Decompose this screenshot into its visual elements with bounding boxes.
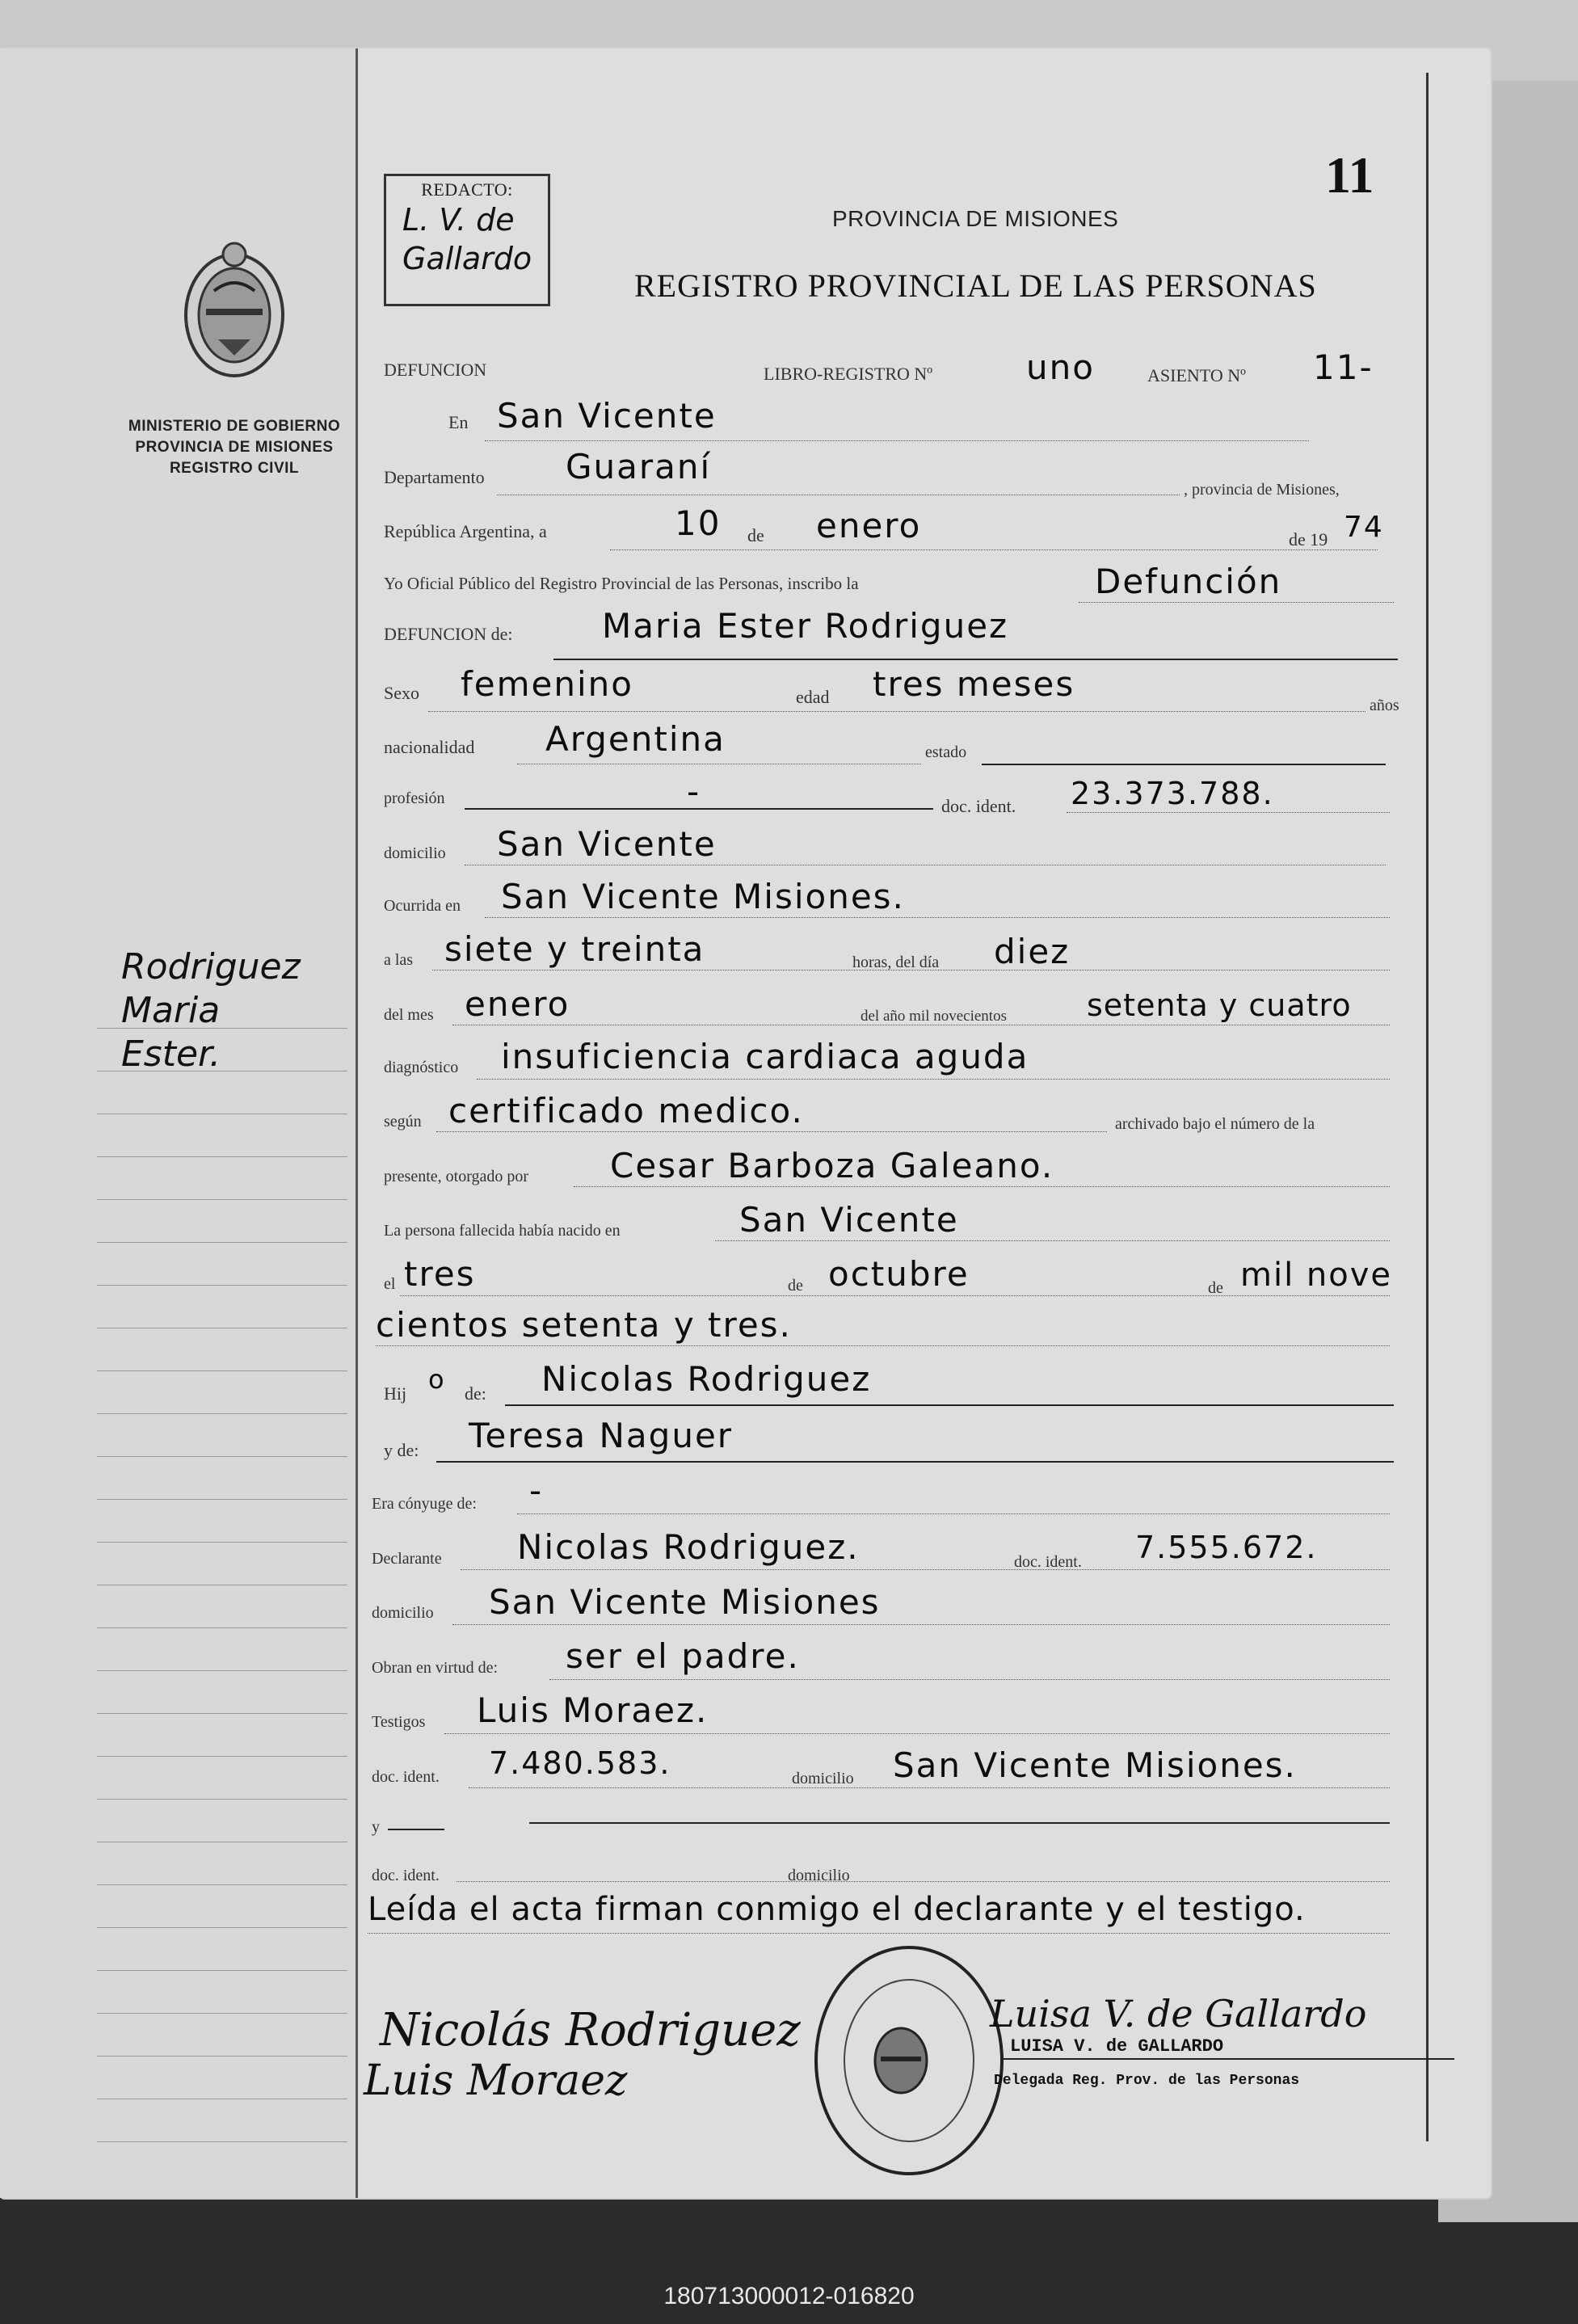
libro-label: LIBRO-REGISTRO Nº <box>764 364 933 384</box>
conyuge-label: Era cónyuge de: <box>372 1495 477 1513</box>
sexo-value: femenino <box>461 664 633 704</box>
document-id: 180713000012-016820 <box>663 2283 915 2309</box>
nac-dia-value: tres <box>404 1254 476 1294</box>
year-value: 74 <box>1344 511 1384 544</box>
medico-value: Cesar Barboza Galeano. <box>610 1146 1054 1185</box>
domicilio-label: domicilio <box>788 1867 850 1884</box>
coat-of-arms-icon <box>174 234 295 388</box>
margin-ruled-lines <box>97 986 347 2142</box>
declarante-doc-value: 7.555.672. <box>1135 1530 1318 1565</box>
y-label: y <box>372 1818 380 1836</box>
declarante-dom-value: San Vicente Misiones <box>489 1582 881 1622</box>
madre-value: Teresa Naguer <box>469 1416 734 1455</box>
day-value: 10 <box>675 503 722 543</box>
margin-note-line: Ester. <box>121 1034 221 1075</box>
declarante-signature: Nicolás Rodriguez <box>380 2004 801 2057</box>
mes-texto-value: enero <box>465 984 570 1024</box>
testigo-value: Luis Moraez. <box>477 1690 709 1730</box>
de-colon-label: de: <box>465 1383 486 1404</box>
margin-note-line: Maria <box>121 990 221 1031</box>
domicilio-label: domicilio <box>792 1770 854 1787</box>
hora-value: siete y treinta <box>444 929 705 969</box>
page-number: 11 <box>1325 146 1374 204</box>
de-label: de <box>1208 1279 1223 1297</box>
del-ano-label: del año mil novecientos <box>861 1008 1007 1025</box>
archivado-label: archivado bajo el número de la <box>1115 1115 1315 1133</box>
departamento-label: Departamento <box>384 467 485 487</box>
nac-mes-value: octubre <box>828 1254 970 1294</box>
redacto-value: L. V. de <box>402 202 515 238</box>
en-value: San Vicente <box>497 396 717 436</box>
estado-label: estado <box>925 743 967 761</box>
doc-ident-label: doc. ident. <box>372 1867 440 1884</box>
libro-value: uno <box>1026 347 1095 387</box>
testigo-doc-value: 7.480.583. <box>489 1745 671 1781</box>
ano-texto-value: setenta y cuatro <box>1087 987 1352 1023</box>
oficial-typed-name: LUISA V. de GALLARDO <box>1010 2036 1224 2057</box>
year-prefix-label: de 19 <box>1289 529 1328 549</box>
defuncion-de-label: DEFUNCION de: <box>384 624 513 644</box>
diagnostico-value: insuficiencia cardiaca aguda <box>501 1037 1029 1076</box>
redacto-box <box>384 174 550 306</box>
a-las-label: a las <box>384 951 414 969</box>
doc-ident-value: 23.373.788. <box>1071 776 1274 811</box>
diagnostico-label: diagnóstico <box>384 1059 459 1076</box>
anos-label: años <box>1370 697 1399 714</box>
testigo-dom-value: San Vicente Misiones. <box>893 1745 1297 1785</box>
doc-ident-label: doc. ident. <box>941 796 1016 816</box>
profesion-value: - <box>687 772 701 811</box>
sexo-label: Sexo <box>384 683 419 703</box>
official-seal-icon <box>808 1939 1010 2182</box>
segun-value: certificado medico. <box>448 1091 804 1130</box>
ministry-line: MINISTERIO DE GOBIERNO <box>128 418 341 435</box>
del-mes-label: del mes <box>384 1006 434 1024</box>
ocurrida-label: Ocurrida en <box>384 897 461 915</box>
registry-title: REGISTRO PROVINCIAL DE LAS PERSONAS <box>634 267 1317 304</box>
segun-label: según <box>384 1113 422 1130</box>
domicilio-label: domicilio <box>384 844 446 862</box>
declarante-value: Nicolas Rodriguez. <box>517 1527 860 1567</box>
obran-value: ser el padre. <box>566 1636 800 1676</box>
testigo-signature: Luis Moraez <box>364 2057 628 2105</box>
nacionalidad-label: nacionalidad <box>384 737 475 757</box>
presente-label: presente, otorgado por <box>384 1168 529 1185</box>
nacido-value: San Vicente <box>739 1200 959 1240</box>
doc-ident-label: doc. ident. <box>372 1768 440 1786</box>
republica-label: República Argentina, a <box>384 521 547 541</box>
dia-texto-value: diez <box>994 932 1071 971</box>
defuncion-label: DEFUNCION <box>384 360 487 380</box>
oficial-title: Delegada Reg. Prov. de las Personas <box>994 2073 1300 2089</box>
edad-value: tres meses <box>873 664 1075 704</box>
inscribe-value: Defunción <box>1095 562 1282 601</box>
domicilio-label: domicilio <box>372 1604 434 1622</box>
de-label: de <box>788 1277 803 1295</box>
nac-ano-value: mil nove <box>1240 1257 1393 1294</box>
hijo-value: o <box>428 1364 446 1395</box>
padre-value: Nicolas Rodriguez <box>541 1359 872 1399</box>
month-value: enero <box>816 506 922 545</box>
obran-label: Obran en virtud de: <box>372 1659 499 1677</box>
y-de-label: y de: <box>384 1440 419 1460</box>
ocurrida-value: San Vicente Misiones. <box>501 877 905 916</box>
left-margin-pane <box>0 48 358 2198</box>
en-label: En <box>448 412 469 432</box>
profesion-label: profesión <box>384 789 445 807</box>
oficial-label: Yo Oficial Público del Registro Provincial de las Personas, inscribo la <box>384 574 859 593</box>
redacto-label: REDACTO: <box>421 179 513 200</box>
departamento-value: Guaraní <box>566 447 712 486</box>
margin-note-line: Rodriguez <box>121 946 301 987</box>
el-label: el <box>384 1275 396 1293</box>
asiento-value: 11- <box>1313 347 1374 387</box>
horas-label: horas, del día <box>852 954 940 971</box>
conyuge-value: - <box>529 1471 544 1510</box>
province-title: PROVINCIA DE MISIONES <box>832 206 1119 231</box>
oficial-signature: Luisa V. de Gallardo <box>990 1992 1367 2036</box>
closing-statement: Leída el acta firman conmigo el declarante y el testigo. <box>368 1891 1306 1928</box>
testigos-label: Testigos <box>372 1713 426 1731</box>
deceased-name-value: Maria Ester Rodriguez <box>602 606 1009 646</box>
de-label: de <box>747 525 764 545</box>
ministry-line: PROVINCIA DE MISIONES <box>135 439 334 456</box>
provincia-label: , provincia de Misiones, <box>1184 481 1340 499</box>
doc-ident-label: doc. ident. <box>1014 1553 1082 1571</box>
asiento-label: ASIENTO Nº <box>1147 365 1246 385</box>
nacionalidad-value: Argentina <box>545 719 726 759</box>
ministry-heading <box>105 416 364 479</box>
domicilio-value: San Vicente <box>497 824 717 864</box>
nacido-label: La persona fallecida había nacido en <box>384 1222 621 1240</box>
ministry-line: REGISTRO CIVIL <box>169 460 300 477</box>
nac-ano-cont-value: cientos setenta y tres. <box>376 1305 792 1345</box>
declarante-label: Declarante <box>372 1550 442 1568</box>
edad-label: edad <box>796 687 830 707</box>
redacto-value: Gallardo <box>402 241 532 276</box>
hijo-label: Hij <box>384 1383 407 1404</box>
